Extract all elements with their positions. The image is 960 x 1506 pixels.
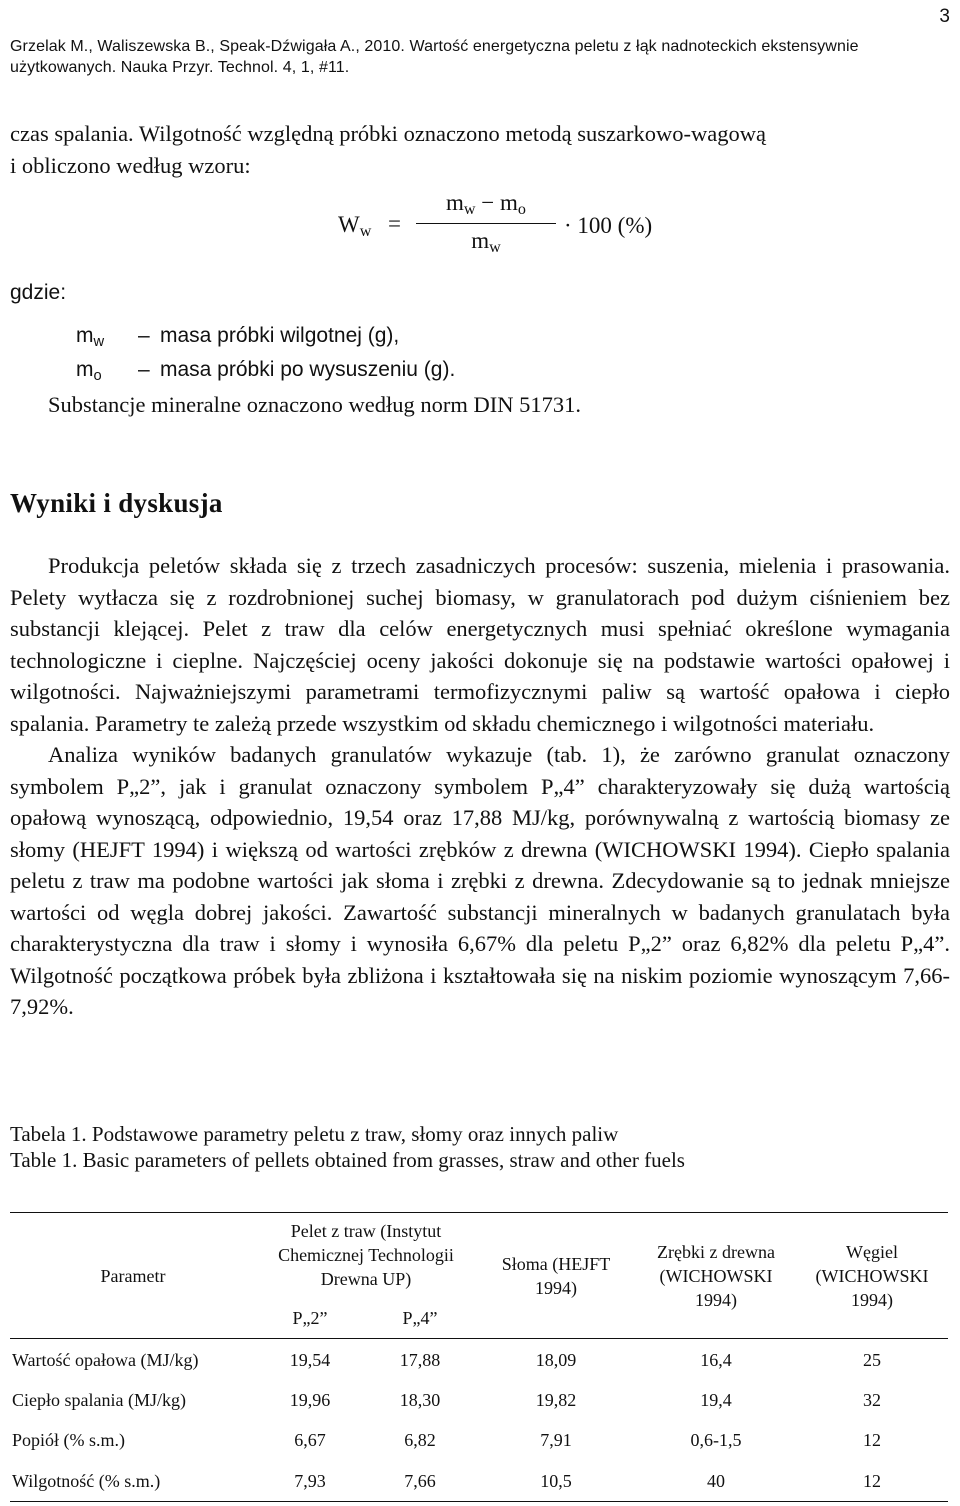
row-param: Wilgotność (% s.m.) — [12, 1470, 161, 1491]
cell-p4: 6,82 — [404, 1430, 436, 1451]
mineral-substances-note: Substancje mineralne oznaczono według norm DIN 51731. — [48, 392, 581, 417]
cell-sloma: 19,82 — [535, 1389, 577, 1410]
cell-zrebki: 16,4 — [700, 1349, 732, 1370]
fraction-bar — [416, 223, 556, 224]
row-param: Popiół (% s.m.) — [12, 1430, 126, 1451]
cell-zrebki: 19,4 — [700, 1389, 732, 1410]
definition-text: masa próbki wilgotnej (g), — [160, 324, 400, 347]
definition-text: masa próbki po wysuszeniu (g). — [160, 358, 456, 381]
cell-p4: 17,88 — [399, 1349, 441, 1370]
table-row — [10, 1420, 948, 1460]
row-param: Ciepło spalania (MJ/kg) — [12, 1389, 186, 1410]
cell-p2: 7,93 — [294, 1470, 326, 1491]
cell-wegiel: 12 — [863, 1430, 881, 1451]
results-text — [10, 550, 950, 1023]
cell-p2: 6,67 — [294, 1430, 326, 1451]
definitions-list — [76, 322, 455, 390]
definition-symbol: $m_o$ — [76, 358, 102, 384]
table-caption-pl: Tabela 1. Podstawowe parametry peletu z traw, słomy oraz innych paliw — [10, 1122, 619, 1146]
definition-row — [76, 356, 455, 390]
cell-zrebki: 40 — [707, 1470, 725, 1491]
cell-zrebki: 0,6-1,5 — [690, 1430, 742, 1451]
cell-sloma: 18,09 — [535, 1349, 577, 1370]
formula-equals: = — [388, 211, 401, 236]
cell-p2: 19,54 — [289, 1349, 331, 1370]
cell-wegiel: 32 — [863, 1389, 881, 1410]
definition-row — [76, 322, 455, 356]
cell-sloma: 7,91 — [540, 1430, 572, 1451]
definition-dash: – — [138, 358, 150, 381]
formula-lhs: $W_w$ — [338, 212, 372, 240]
paragraph-1: Produkcja peletów składa się z trzech zasadniczych procesów: suszenia, mielenia i prasowania. Pelety wytłacza się z rozdrobnionej suchej biomasy, w granulatorach pod dużym ciśnieniem bez substancji klejącej. Pelet z traw dla celów energetycznych musi spełniać określone wymagania technologiczne i cieplne. Najczęściej oceny jakości dokonuje się na podstawie wartości opałowej i wilgotności. Najważniejszymi parametrami termofizycznymi paliw są wartość opałowa i ciepło spalania. Parametry te zależą przede wszystkim od składu chemicznego i wilgotności materiału. — [10, 553, 950, 736]
parameters-table — [10, 1212, 948, 1502]
table-caption-en: Table 1. Basic parameters of pellets obtained from grasses, straw and other fuels — [10, 1148, 685, 1172]
cell-wegiel: 25 — [863, 1349, 881, 1370]
formula-denominator: $m_w$ — [471, 228, 501, 256]
moisture-formula — [338, 190, 653, 270]
cell-sloma: 10,5 — [540, 1470, 572, 1491]
table-row — [10, 1339, 948, 1380]
header-parametr: Parametr — [100, 1265, 166, 1286]
header-sloma: Słoma (HEJFT 1994) — [501, 1253, 611, 1298]
gdzie-label: gdzie: — [10, 281, 67, 304]
intro-line-1: czas spalania. Wilgotność względną próbki oznaczono metodą suszarkowo-wagową — [10, 121, 766, 146]
page-number: 3 — [939, 6, 950, 27]
cell-p4: 7,66 — [404, 1470, 436, 1491]
header-zrebki: Zrębki z drewna (WICHOWSKI 1994) — [657, 1241, 775, 1310]
table-row — [10, 1380, 948, 1420]
cell-p2: 19,96 — [289, 1389, 331, 1410]
definition-dash: – — [138, 324, 150, 347]
table-row — [10, 1461, 948, 1502]
intro-line-2: i obliczono według wzoru: — [10, 152, 251, 178]
citation-header: Grzelak M., Waliszewska B., Speak-Dźwigała A., 2010. Wartość energetyczna peletu z łąk nadnoteckich ekstensywnie użytkowanych. Nauka Przyr. Technol. 4, 1, #11. — [10, 38, 859, 76]
paragraph-2: Analiza wyników badanych granulatów wykazuje (tab. 1), że zarówno granulat oznaczony symbolem P„2”, jak i granulat oznaczony symbolem P„4” charakteryzowały się dużą wartością opałową wynoszącą, odpowiednio, 19,54 oraz 17,88 MJ/kg, porównywalną z wartością biomasy ze słomy (HEJFT 1994) i większą od wartości zrębków z drewna (WICHOWSKI 1994). Ciepło spalania peletu z traw ma podobne wartości jak słoma i zrębki z drewna. Zdecydowanie są to jednak mniejsze wartości od węgla dobrej jakości. Zawartość substancji mineralnych w badanych granulatach była charakterystyczna dla traw i słomy i wynosiła 6,67% dla peletu P„2” oraz 6,82% dla peletu P„4”. Wilgotność początkowa próbek była zbliżona i kształtowała się na niskim poziomie wynoszącym 7,66-7,92%. — [10, 742, 950, 1019]
cell-p4: 18,30 — [399, 1389, 441, 1410]
intro-text — [10, 118, 950, 181]
definition-symbol: $m_w$ — [76, 324, 105, 350]
row-param: Wartość opałowa (MJ/kg) — [12, 1349, 199, 1370]
section-heading: Wyniki i dyskusja — [10, 488, 223, 518]
header-p2: P„2” — [292, 1308, 328, 1329]
table-header-row — [10, 1213, 948, 1298]
formula-numerator: $m_w - m_o$ — [446, 190, 526, 218]
formula-multiplier: · 100 (%) — [564, 213, 653, 238]
cell-wegiel: 12 — [863, 1470, 881, 1491]
header-wegiel: Węgiel (WICHOWSKI 1994) — [815, 1241, 929, 1310]
header-pelet: Pelet z traw (Instytut Chemicznej Technologii Drewna UP) — [278, 1221, 454, 1290]
header-p4: P„4” — [402, 1308, 438, 1329]
